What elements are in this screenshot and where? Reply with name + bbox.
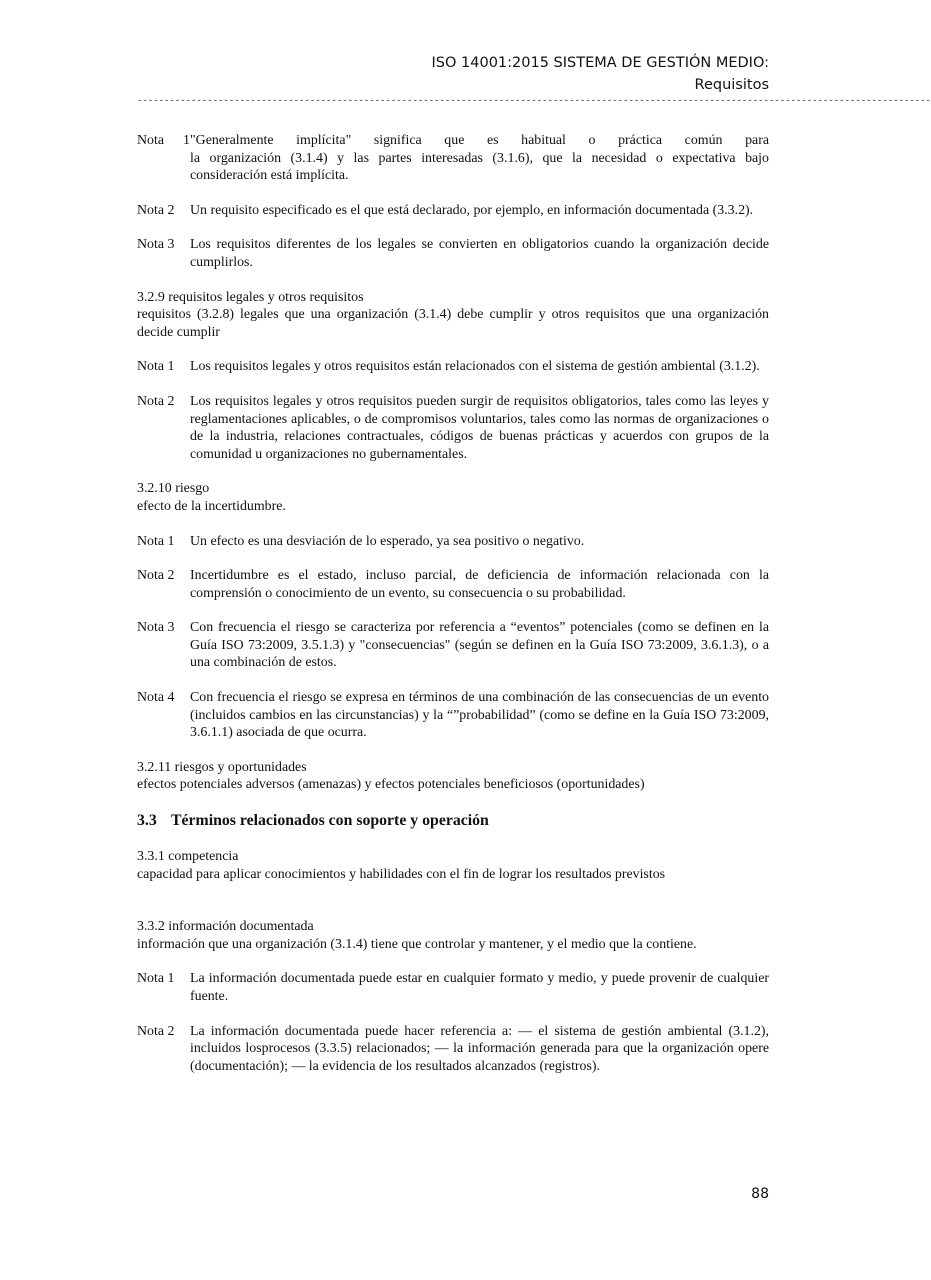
term-heading: 3.2.9 requisitos legales y otros requisitos xyxy=(137,289,364,305)
note-label: Nota 3 xyxy=(137,237,175,253)
term-heading: 3.2.10 riesgo xyxy=(137,481,210,497)
term-definition: efecto de la incertidumbre. xyxy=(137,498,286,514)
note-text: Un efecto es una desviación de lo esperado, ya sea positivo o negativo. xyxy=(190,533,585,549)
note-block xyxy=(137,533,769,551)
note-label: Nota 2 xyxy=(137,1023,175,1039)
note-label: Nota 1 xyxy=(137,533,175,549)
term-definition: información que una organización (3.1.4) tiene que controlar y mantener, y el medio que la contiene. xyxy=(137,936,697,952)
note-block xyxy=(137,619,769,672)
note-label: Nota 1 xyxy=(137,971,175,987)
note-label: Nota 4 xyxy=(137,690,175,706)
note-text: Los requisitos legales y otros requisitos están relacionados con el sistema de gestión ambiental (3.1.2). xyxy=(190,359,760,375)
section-heading xyxy=(137,811,769,831)
page-number: 88 xyxy=(751,1186,769,1202)
note-text: Un requisito especificado es el que está declarado, por ejemplo, en información documentada (3.3.2). xyxy=(190,202,754,218)
note-text: Los requisitos legales y otros requisitos pueden surgir de requisitos obligatorios, tales como las leyes y reglamentaciones aplicables, o de compromisos voluntarios, tales como las normas de organizaciones o de la industria, relaciones contractuales, códigos de buenas prácticas y acuerdos con grupos de la comunidad u organizaciones no gubernamentales. xyxy=(190,393,769,462)
note-block xyxy=(137,236,769,271)
note-block xyxy=(137,393,769,463)
term-definition: requisitos (3.2.8) legales que una organización (3.1.4) debe cumplir y otros requisitos que una organización decide cumplir xyxy=(137,307,769,340)
term-heading: 3.3.1 competencia xyxy=(137,849,239,865)
note-text: Con frecuencia el riesgo se expresa en términos de una combinación de las consecuencias de un evento (incluidos cambios en las circunstancias) y la “”probabilidad” (como se define en la Guía ISO 73:2009, 3.6.1.1) asociada de que ocurra. xyxy=(190,690,769,741)
note-text: Los requisitos diferentes de los legales se convierten en obligatorios cuando la organización decide cumplirlos. xyxy=(190,237,769,270)
note-label: Nota 1 xyxy=(137,133,190,148)
term-heading: 3.2.11 riesgos y oportunidades xyxy=(137,759,307,775)
note-label: Nota 2 xyxy=(137,393,175,409)
term-definition: capacidad para aplicar conocimientos y habilidades con el fin de lograr los resultados previstos xyxy=(137,866,666,882)
note-text: "Generalmente implícita" significa que es habitual o práctica común para xyxy=(190,133,769,148)
note-label: Nota 2 xyxy=(137,202,175,218)
note-text: La información documentada puede estar en cualquier formato y medio, y puede provenir de cualquier fuente. xyxy=(190,971,769,1004)
note-block xyxy=(137,970,769,1005)
section-title: Términos relacionados con soporte y operación xyxy=(171,812,489,830)
note-block xyxy=(137,567,769,602)
note-text-continued: la organización (3.1.4) y las partes interesadas (3.1.6), que la necesidad o expectativa bajo consideración está implícita. xyxy=(190,150,769,184)
header-title: ISO 14001:2015 SISTEMA DE GESTIÓN MEDIO: xyxy=(431,55,769,71)
term-definition: efectos potenciales adversos (amenazas) y efectos potenciales beneficiosos (oportunidades) xyxy=(137,777,645,793)
note-text: Incertidumbre es el estado, incluso parcial, de deficiencia de información relacionada con la comprensión o conocimiento de un evento, su consecuencia o su probabilidad. xyxy=(190,568,769,601)
note-text: La información documentada puede hacer referencia a: — el sistema de gestión ambiental (3.1.2), incluidos losprocesos (3.3.5) relacionados; — la información generada para que la organización opere (documentación); — la evidencia de los resultados alcanzados (registros). xyxy=(190,1023,769,1074)
note-label: Nota 3 xyxy=(137,620,175,636)
note-block xyxy=(137,132,769,185)
term-heading: 3.3.2 información documentada xyxy=(137,919,314,935)
note-block xyxy=(137,358,769,376)
note-text: Con frecuencia el riesgo se caracteriza por referencia a “eventos” potenciales (como se definen en la Guía ISO 73:2009, 3.5.1.3) y "consecuencias" (según se definen en la Guía ISO 73:2009, 3.6.1.3), o a una combinación de estos. xyxy=(190,620,769,671)
header-subtitle: Requisitos xyxy=(694,77,769,93)
note-label: Nota 1 xyxy=(137,359,175,375)
note-block xyxy=(137,1023,769,1076)
note-block xyxy=(137,689,769,742)
section-number: 3.3 xyxy=(137,812,157,830)
note-block xyxy=(137,202,769,220)
document-body xyxy=(137,132,769,1075)
note-label: Nota 2 xyxy=(137,568,175,584)
header-rule: --------------------------------------------------------------------------------------------------------------------------------------------------- xyxy=(137,96,931,106)
running-header xyxy=(432,52,769,96)
